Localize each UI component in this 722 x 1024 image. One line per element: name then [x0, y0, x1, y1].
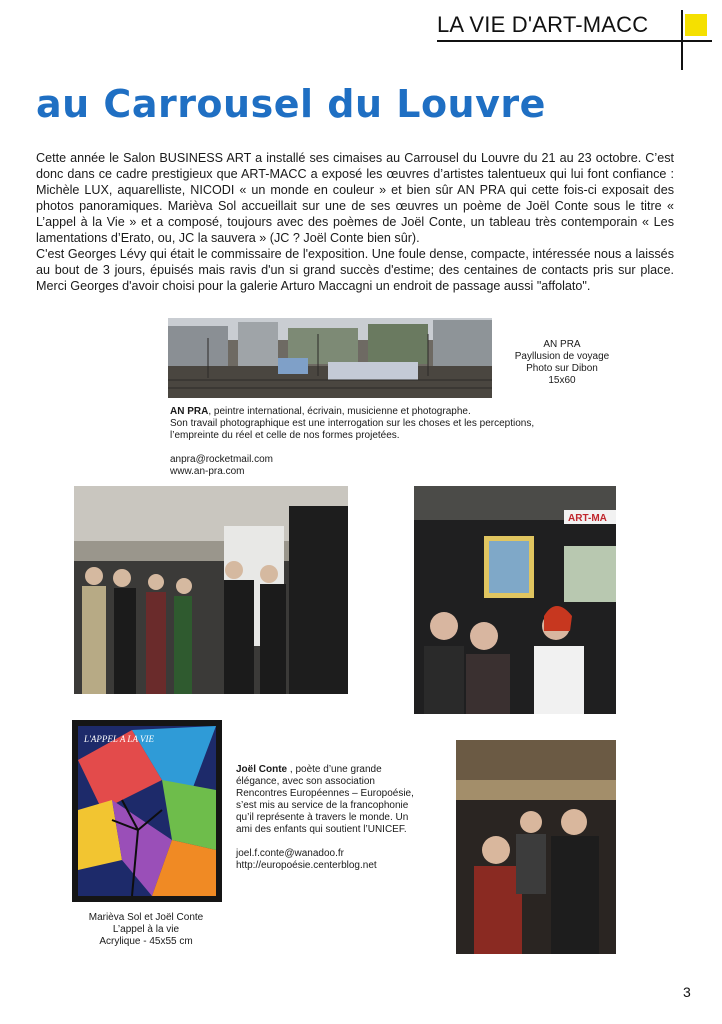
- joel-bio-line-5: qu’il représente à travers le monde. Un: [236, 812, 409, 823]
- panorama-caption: [500, 339, 624, 387]
- painting-inscription: L'APPEL A LA VIE: [84, 734, 155, 744]
- painting-caption-medium: Acrylique - 45x55 cm: [99, 936, 193, 947]
- painting-caption: [70, 912, 222, 948]
- page-number: 3: [683, 984, 691, 1000]
- page-title: au Carrousel du Louvre: [36, 82, 546, 126]
- section-title: LA VIE D'ART-MACC: [437, 12, 649, 37]
- painting-caption-title: L’appel à la vie: [112, 924, 180, 935]
- joel-bio-line-1: , poète d’une grande: [287, 764, 382, 775]
- joel-bio-line-4: s’est mis au service de la francophonie: [236, 800, 409, 811]
- article-body: [36, 150, 674, 294]
- panorama-caption-title: Payllusion de voyage: [514, 351, 610, 362]
- joel-email: joel.f.conte@wanadoo.fr: [236, 848, 344, 859]
- header-rule: [437, 40, 712, 42]
- panorama-photo: [168, 318, 492, 398]
- painting-caption-artists: Marièva Sol et Joël Conte: [88, 912, 204, 923]
- anpra-bio-line-2: Son travail photographique est une interrogation sur les choses et les perceptions,: [170, 418, 535, 429]
- panorama-caption-size: 15x60: [548, 375, 576, 386]
- anpra-bio-line-3: l’empreinte du réel et celle de nos formes projetées.: [170, 430, 400, 441]
- anpra-website: www.an-pra.com: [170, 466, 245, 477]
- article-paragraph-1: Cette année le Salon BUSINESS ART a installé ses cimaises au Carrousel du Louvre du 21 au 23 octobre. C’est donc dans ce cadre prestigieux que ART-MACC a exposé les œuvres d’artistes talentueux qui lui font confiance : Michèle LUX, aquarelliste, NICODI « un monde en couleur » et bien sûr AN PRA qui cette fois-ci exposait des photos panoramiques. Marièva Sol accueillait sur une de ses œuvres un poème de Joël Conte sous le titre « L’appel à la Vie » et a composé, toujours avec des poèmes de Joël Conte, un tableau très contemporain « Les lamentations d’Erato, ou, JC la sauvera » (JC ? Joël Conte bien sûr).: [36, 151, 674, 245]
- exhibition-crowd-photo: [74, 486, 348, 694]
- panorama-caption-medium: Photo sur Dibon: [526, 363, 598, 374]
- joel-bio: [236, 764, 436, 872]
- header-vertical-rule: [681, 10, 683, 70]
- group-photo: [456, 740, 616, 954]
- panorama-caption-artist: AN PRA: [543, 339, 581, 350]
- exhibition-booth-photo: [414, 486, 616, 714]
- booth-sign: ART-MA: [568, 513, 607, 524]
- anpra-name: AN PRA: [170, 406, 209, 417]
- joel-bio-line-2: élégance, avec son association: [236, 776, 375, 787]
- joel-bio-line-3: Rencontres Européennes – Europoésie,: [236, 788, 414, 799]
- anpra-email: anpra@rocketmail.com: [170, 454, 273, 465]
- joel-website: http://europoésie.centerblog.net: [236, 860, 377, 871]
- painting-photo: [72, 720, 222, 902]
- anpra-bio: [170, 406, 590, 478]
- joel-name: Joël Conte: [236, 764, 288, 775]
- anpra-bio-line-1: , peintre international, écrivain, musicienne et photographe.: [208, 406, 471, 417]
- article-paragraph-2: C'est Georges Lévy qui était le commissaire de l'exposition. Une foule dense, compacte, intéressée nous a laissés au bout de 3 jours, épuisés mais ravis d'un si grand succès d'estime; des centaines de contacts pris sur place. Merci Georges d'avoir choisi pour la galerie Arturo Maccagni un endroit de passage aussi "affolato".: [36, 247, 674, 293]
- joel-bio-line-6: ami des enfants qui soutient l’UNICEF.: [236, 824, 407, 835]
- header-accent-square: [685, 14, 707, 36]
